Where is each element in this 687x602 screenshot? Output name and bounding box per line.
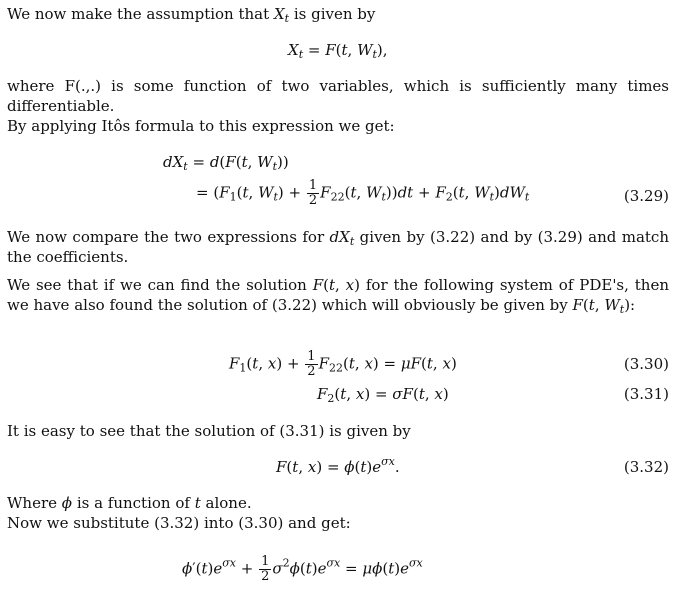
equation-number-3-32: (3.32) [623, 458, 669, 476]
equation-number-3-29: (3.29) [623, 187, 669, 205]
text-substitute: Now we substitute (3.32) into (3.30) and get: [7, 514, 351, 532]
equation-pde-2: $F_2(t$, x) = σF(t, x) [317, 385, 449, 405]
equation-dxt-line2: = ($F_1(t$, $W_t$) + $\frac{1}{2}$ $F_{22}(t$, $W_t))dt + F_2(t$, $W_t)dW_t$ [196, 178, 530, 208]
paragraph-compare-expressions: We now compare the two expressions for $dX_t$ given by (3.22) and by (3.29) and match the coefficients. [7, 228, 669, 266]
equation-number-3-30: (3.30) [623, 355, 669, 373]
text-function-description: where F(.,.) is some function of two variables, which is sufficiently many times differentiable. [7, 77, 669, 115]
paragraph-assumption: We now make the assumption that $X_t$ is given by [7, 5, 376, 25]
text-compare-b: given by (3.22) and by (3.29) and match the coefficients. [7, 228, 669, 266]
text-pde-a: We see that if we can find the solution [7, 276, 307, 294]
text-assumption: We now make the assumption that [7, 5, 270, 23]
equation-solution: F(t, $x) = \phi(t)e^{\sigma x}$. [276, 455, 400, 476]
paragraph-function-description [7, 76, 669, 136]
equation-substitution: $\phi'(t)e^{\sigma x}$ + $\frac{1}{2}$ $\sigma^2\phi(t)e^{\sigma x} = \mu\phi(t)e^{\sigma x}$ [182, 554, 423, 584]
equation-dxt-line1: $dX_t = d(F(t$, $W_t$)) [163, 153, 289, 173]
text-pde-b: for the following system of PDE's, then we have also found the solution of (3.22) which will obviously be given by [7, 276, 670, 314]
text-alone: alone. [205, 494, 252, 512]
equation-pde-1: $F_1(t$, x) + $\frac{1}{2}$ $F_{22}(t$, x) = μF(t, x) [229, 349, 457, 379]
text-compare-a: We now compare the two expressions for [7, 228, 325, 246]
equation-number-3-31: (3.31) [623, 385, 669, 403]
equation-xt-definition: $X_t = F(t$, $W_t$), [288, 41, 388, 61]
paragraph-pde-system: We see that if we can find the solution F(t, x) for the following system of PDE's, then we have also found the solution of (3.22) which will obviously be given by F(t, $W_t$): [7, 276, 670, 316]
text-solution-intro: It is easy to see that the solution of (3.31) is given by [7, 422, 411, 440]
text-given-by: is given by [293, 5, 376, 23]
paragraph-solution-intro [7, 421, 669, 441]
text-function-of: is a function of [76, 494, 190, 512]
text-ito-formula: By applying Itôs formula to this expression we get: [7, 117, 395, 135]
text-where: Where [7, 494, 58, 512]
paragraph-phi-description: Where ϕ is a function of t alone. Now we substitute (3.32) into (3.30) and get: [7, 494, 351, 532]
